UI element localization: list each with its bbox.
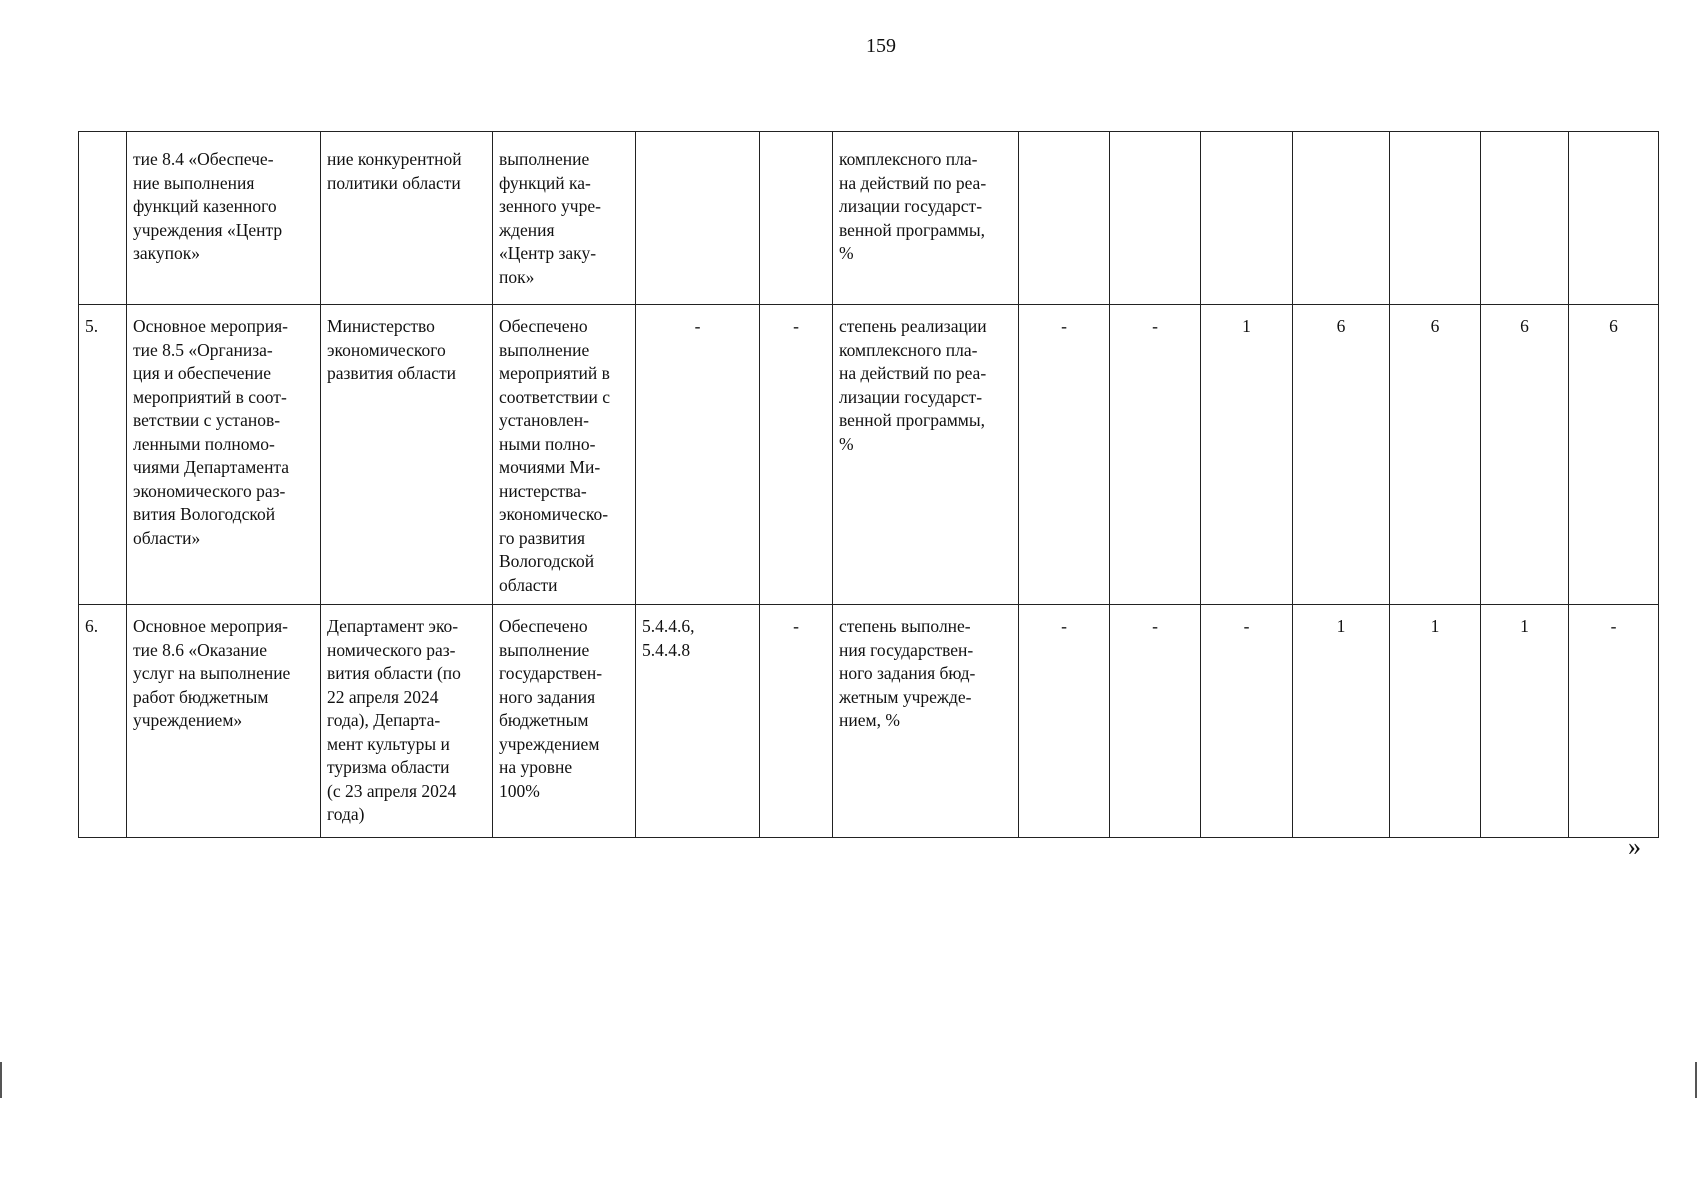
value-5: 1: [1390, 605, 1481, 838]
link-code: 5.4.4.6, 5.4.4.8: [636, 605, 760, 838]
value-5: [1390, 132, 1481, 305]
value-4: 6: [1293, 305, 1390, 605]
measures-table: [78, 131, 1659, 838]
executor: ние конкурентной политики области: [321, 132, 493, 305]
dash-cell: -: [760, 305, 833, 605]
dash-cell: [760, 132, 833, 305]
value-3: -: [1201, 605, 1293, 838]
event-name: Основное мероприя- тие 8.6 «Оказание услуг на выполнение работ бюджетным учреждением»: [127, 605, 321, 838]
value-1: -: [1019, 305, 1110, 605]
dash-cell: -: [760, 605, 833, 838]
left-margin-mark: [0, 1062, 2, 1098]
value-2: -: [1110, 305, 1201, 605]
indicator: комплексного пла- на действий по реа- лизации государст- венной программы, %: [833, 132, 1019, 305]
table-row: [79, 132, 1659, 305]
row-number: 6.: [79, 605, 127, 838]
value-4: [1293, 132, 1390, 305]
expected-result: Обеспечено выполнение мероприятий в соответствии с установлен- ными полно- мочиями Ми- нистерства- экономическо- го развития Вологодской области: [493, 305, 636, 605]
closing-quote: »: [1628, 832, 1641, 861]
table-row: [79, 605, 1659, 838]
page-number: 159: [866, 35, 896, 57]
value-2: -: [1110, 605, 1201, 838]
indicator: степень реализации комплексного пла- на действий по реа- лизации государст- венной программы, %: [833, 305, 1019, 605]
value-3: [1201, 132, 1293, 305]
value-6: 1: [1481, 605, 1569, 838]
link-code: [636, 132, 760, 305]
expected-result: Обеспечено выполнение государствен- ного задания бюджетным учреждением на уровне 100%: [493, 605, 636, 838]
value-7: -: [1569, 605, 1659, 838]
value-3: 1: [1201, 305, 1293, 605]
value-2: [1110, 132, 1201, 305]
value-5: 6: [1390, 305, 1481, 605]
table-row: [79, 305, 1659, 605]
executor: Департамент эко- номического раз- вития области (по 22 апреля 2024 года), Департа- мент культуры и туризма области (с 23 апреля 2024 года): [321, 605, 493, 838]
value-7: [1569, 132, 1659, 305]
value-6: [1481, 132, 1569, 305]
value-1: -: [1019, 605, 1110, 838]
executor: Министерство экономического развития области: [321, 305, 493, 605]
row-number: [79, 132, 127, 305]
row-number: 5.: [79, 305, 127, 605]
link-code: -: [636, 305, 760, 605]
indicator: степень выполне- ния государствен- ного задания бюд- жетным учрежде- нием, %: [833, 605, 1019, 838]
value-4: 1: [1293, 605, 1390, 838]
event-name: тие 8.4 «Обеспече- ние выполнения функций казенного учреждения «Центр закупок»: [127, 132, 321, 305]
value-1: [1019, 132, 1110, 305]
event-name: Основное мероприя- тие 8.5 «Организа- ция и обеспечение мероприятий в соот- ветствии с установ- ленными полномо- чиями Департамента экономического раз- вития Вологодской области»: [127, 305, 321, 605]
value-7: 6: [1569, 305, 1659, 605]
expected-result: выполнение функций ка- зенного учре- ждения «Центр заку- пок»: [493, 132, 636, 305]
value-6: 6: [1481, 305, 1569, 605]
